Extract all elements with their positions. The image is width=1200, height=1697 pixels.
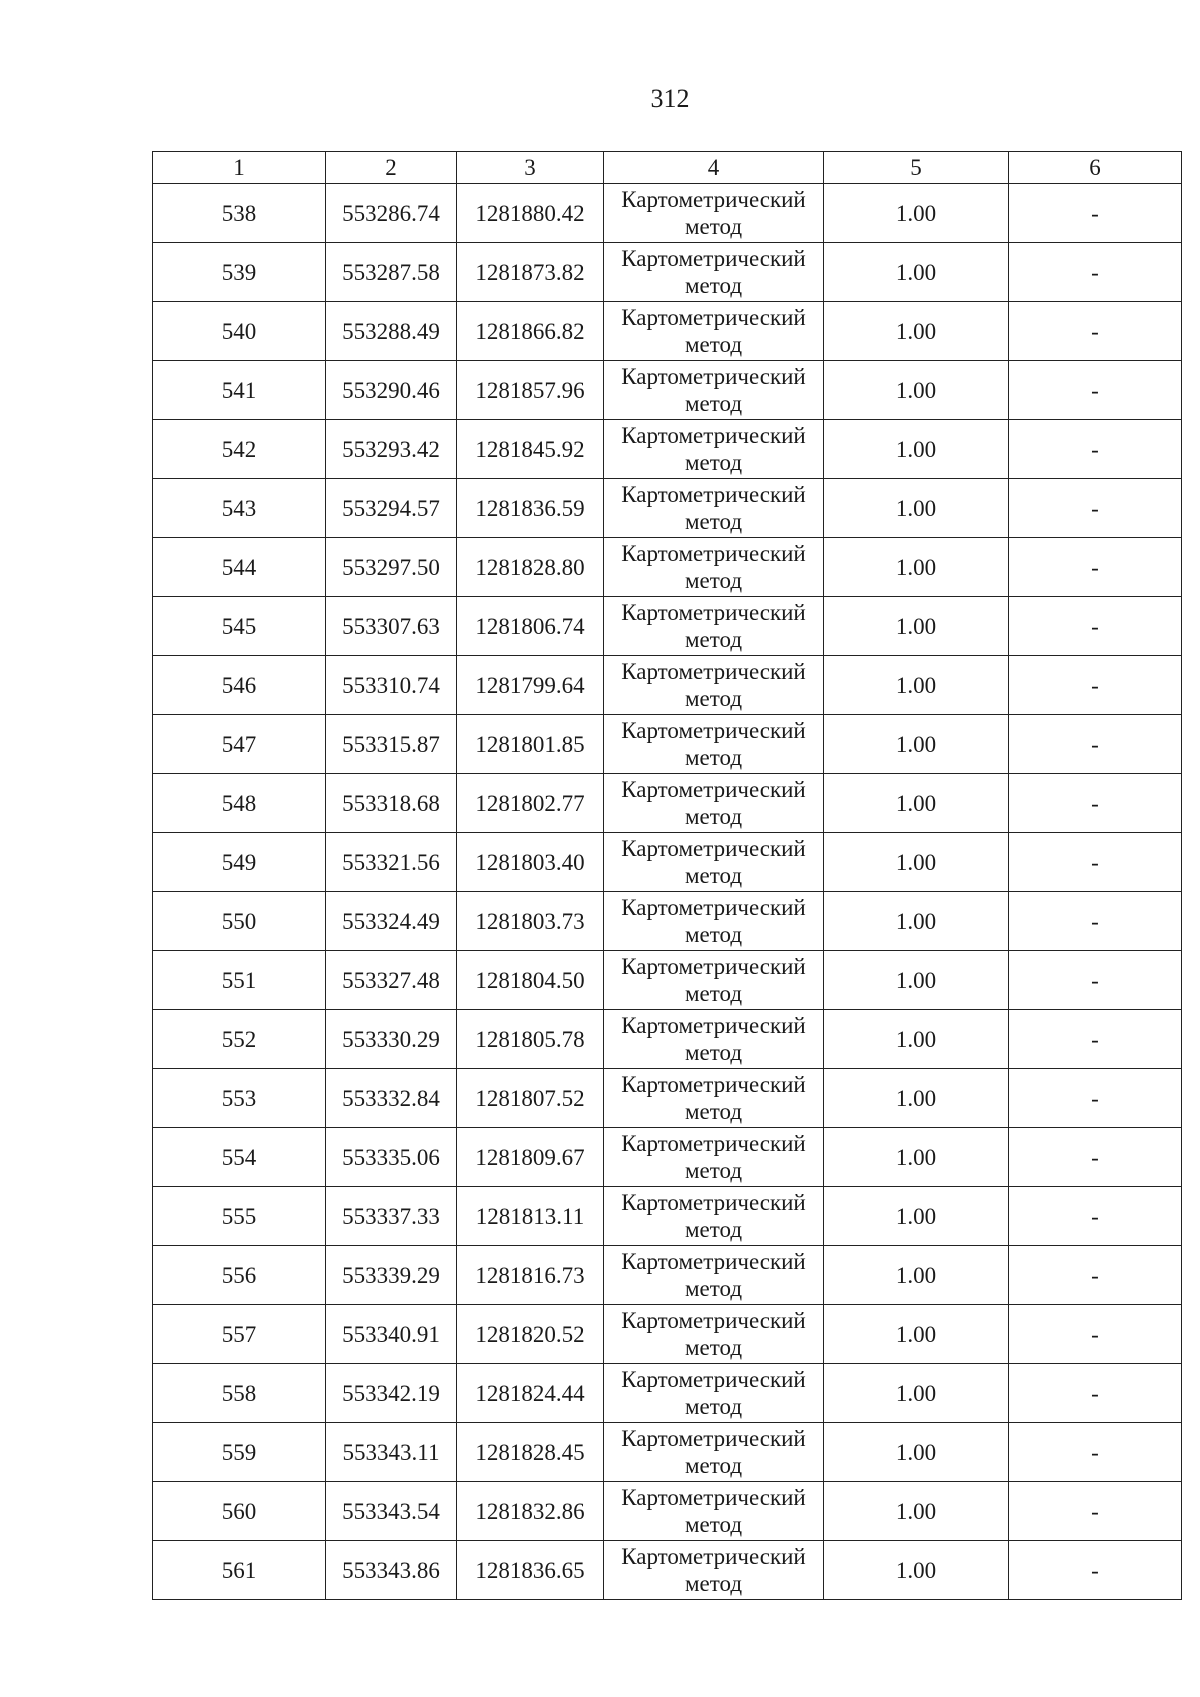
header-cell-5: 5 [824,152,1009,184]
method-line-2: метод [684,627,743,652]
method-cell [604,1128,824,1187]
method-line-2: метод [684,1217,743,1242]
method-cell [604,243,824,302]
point-number-cell: 538 [153,184,326,243]
note-cell: - [1009,1423,1182,1482]
x-coordinate-cell: 553339.29 [326,1246,457,1305]
note-cell: - [1009,1482,1182,1541]
table-row [153,1482,1182,1541]
method-cell [604,951,824,1010]
note-cell: - [1009,833,1182,892]
point-number-cell: 555 [153,1187,326,1246]
header-cell-3: 3 [457,152,604,184]
method-line-1: Картометрический [621,1485,806,1510]
method-cell [604,361,824,420]
accuracy-cell: 1.00 [824,1423,1009,1482]
x-coordinate-cell: 553297.50 [326,538,457,597]
y-coordinate-cell: 1281813.11 [457,1187,604,1246]
method-line-2: метод [684,1099,743,1124]
method-cell [604,1069,824,1128]
y-coordinate-cell: 1281832.86 [457,1482,604,1541]
coordinates-table [152,151,1182,1600]
method-line-1: Картометрический [621,1426,806,1451]
table-row [153,656,1182,715]
x-coordinate-cell: 553324.49 [326,892,457,951]
x-coordinate-cell: 553332.84 [326,1069,457,1128]
x-coordinate-cell: 553293.42 [326,420,457,479]
method-line-1: Картометрический [621,187,806,212]
accuracy-cell: 1.00 [824,833,1009,892]
point-number-cell: 556 [153,1246,326,1305]
table-row [153,1305,1182,1364]
method-line-1: Картометрический [621,482,806,507]
table-row [153,1128,1182,1187]
y-coordinate-cell: 1281805.78 [457,1010,604,1069]
method-line-1: Картометрический [621,1367,806,1392]
method-line-2: метод [684,804,743,829]
header-cell-1: 1 [153,152,326,184]
x-coordinate-cell: 553294.57 [326,479,457,538]
y-coordinate-cell: 1281857.96 [457,361,604,420]
method-cell [604,1305,824,1364]
point-number-cell: 558 [153,1364,326,1423]
method-line-1: Картометрический [621,1013,806,1038]
x-coordinate-cell: 553343.11 [326,1423,457,1482]
method-line-1: Картометрический [621,246,806,271]
accuracy-cell: 1.00 [824,1246,1009,1305]
note-cell: - [1009,479,1182,538]
method-line-2: метод [684,450,743,475]
method-line-1: Картометрический [621,1072,806,1097]
accuracy-cell: 1.00 [824,656,1009,715]
accuracy-cell: 1.00 [824,774,1009,833]
point-number-cell: 546 [153,656,326,715]
x-coordinate-cell: 553330.29 [326,1010,457,1069]
x-coordinate-cell: 553310.74 [326,656,457,715]
point-number-cell: 557 [153,1305,326,1364]
table-body [153,184,1182,1600]
method-cell [604,892,824,951]
method-line-1: Картометрический [621,954,806,979]
table-row [153,302,1182,361]
note-cell: - [1009,1010,1182,1069]
note-cell: - [1009,1128,1182,1187]
y-coordinate-cell: 1281801.85 [457,715,604,774]
accuracy-cell: 1.00 [824,951,1009,1010]
note-cell: - [1009,892,1182,951]
table-row [153,1246,1182,1305]
table-row [153,243,1182,302]
method-line-1: Картометрический [621,659,806,684]
header-cell-4: 4 [604,152,824,184]
point-number-cell: 560 [153,1482,326,1541]
note-cell: - [1009,302,1182,361]
accuracy-cell: 1.00 [824,1305,1009,1364]
method-line-1: Картометрический [621,423,806,448]
accuracy-cell: 1.00 [824,1541,1009,1600]
y-coordinate-cell: 1281803.40 [457,833,604,892]
table-row [153,597,1182,656]
point-number-cell: 548 [153,774,326,833]
y-coordinate-cell: 1281845.92 [457,420,604,479]
note-cell: - [1009,1246,1182,1305]
x-coordinate-cell: 553307.63 [326,597,457,656]
note-cell: - [1009,1305,1182,1364]
method-cell [604,479,824,538]
point-number-cell: 542 [153,420,326,479]
point-number-cell: 554 [153,1128,326,1187]
accuracy-cell: 1.00 [824,892,1009,951]
method-line-1: Картометрический [621,895,806,920]
note-cell: - [1009,597,1182,656]
x-coordinate-cell: 553343.54 [326,1482,457,1541]
point-number-cell: 547 [153,715,326,774]
table-row [153,951,1182,1010]
y-coordinate-cell: 1281806.74 [457,597,604,656]
y-coordinate-cell: 1281828.80 [457,538,604,597]
table-row [153,1187,1182,1246]
table-row [153,1069,1182,1128]
method-cell [604,715,824,774]
method-line-1: Картометрический [621,718,806,743]
method-line-2: метод [684,273,743,298]
method-line-1: Картометрический [621,1544,806,1569]
note-cell: - [1009,1187,1182,1246]
accuracy-cell: 1.00 [824,302,1009,361]
method-cell [604,774,824,833]
method-cell [604,1010,824,1069]
x-coordinate-cell: 553327.48 [326,951,457,1010]
point-number-cell: 540 [153,302,326,361]
y-coordinate-cell: 1281880.42 [457,184,604,243]
accuracy-cell: 1.00 [824,1187,1009,1246]
point-number-cell: 553 [153,1069,326,1128]
y-coordinate-cell: 1281816.73 [457,1246,604,1305]
point-number-cell: 539 [153,243,326,302]
note-cell: - [1009,184,1182,243]
table-row [153,833,1182,892]
method-line-2: метод [684,332,743,357]
x-coordinate-cell: 553335.06 [326,1128,457,1187]
header-row [153,152,1182,184]
y-coordinate-cell: 1281804.50 [457,951,604,1010]
method-cell [604,1187,824,1246]
accuracy-cell: 1.00 [824,479,1009,538]
y-coordinate-cell: 1281824.44 [457,1364,604,1423]
method-line-2: метод [684,214,743,239]
method-line-2: метод [684,1158,743,1183]
accuracy-cell: 1.00 [824,715,1009,774]
method-cell [604,1541,824,1600]
method-line-1: Картометрический [621,1308,806,1333]
method-line-1: Картометрический [621,1249,806,1274]
note-cell: - [1009,1069,1182,1128]
method-line-2: метод [684,1394,743,1419]
table-row [153,1541,1182,1600]
note-cell: - [1009,361,1182,420]
accuracy-cell: 1.00 [824,1364,1009,1423]
method-line-1: Картометрический [621,541,806,566]
table-row [153,184,1182,243]
method-line-2: метод [684,1453,743,1478]
y-coordinate-cell: 1281807.52 [457,1069,604,1128]
method-line-1: Картометрический [621,600,806,625]
point-number-cell: 550 [153,892,326,951]
method-line-1: Картометрический [621,364,806,389]
accuracy-cell: 1.00 [824,1482,1009,1541]
page-number: 312 [650,84,690,113]
accuracy-cell: 1.00 [824,1128,1009,1187]
x-coordinate-cell: 553343.86 [326,1541,457,1600]
header-cell-6: 6 [1009,152,1182,184]
note-cell: - [1009,774,1182,833]
method-cell [604,1364,824,1423]
y-coordinate-cell: 1281836.65 [457,1541,604,1600]
accuracy-cell: 1.00 [824,1010,1009,1069]
y-coordinate-cell: 1281799.64 [457,656,604,715]
note-cell: - [1009,243,1182,302]
method-line-2: метод [684,509,743,534]
accuracy-cell: 1.00 [824,597,1009,656]
header-cell-2: 2 [326,152,457,184]
x-coordinate-cell: 553290.46 [326,361,457,420]
table-row [153,479,1182,538]
point-number-cell: 543 [153,479,326,538]
method-line-2: метод [684,981,743,1006]
method-line-2: метод [684,686,743,711]
table-row [153,774,1182,833]
table-row [153,420,1182,479]
y-coordinate-cell: 1281802.77 [457,774,604,833]
note-cell: - [1009,656,1182,715]
method-cell [604,420,824,479]
method-line-1: Картометрический [621,777,806,802]
method-line-2: метод [684,1571,743,1596]
accuracy-cell: 1.00 [824,361,1009,420]
accuracy-cell: 1.00 [824,243,1009,302]
x-coordinate-cell: 553337.33 [326,1187,457,1246]
y-coordinate-cell: 1281803.73 [457,892,604,951]
method-line-2: метод [684,1335,743,1360]
accuracy-cell: 1.00 [824,184,1009,243]
table-row [153,715,1182,774]
method-line-2: метод [684,863,743,888]
y-coordinate-cell: 1281873.82 [457,243,604,302]
method-cell [604,538,824,597]
point-number-cell: 541 [153,361,326,420]
x-coordinate-cell: 553287.58 [326,243,457,302]
accuracy-cell: 1.00 [824,1069,1009,1128]
note-cell: - [1009,715,1182,774]
note-cell: - [1009,951,1182,1010]
table-row [153,1423,1182,1482]
method-cell [604,1482,824,1541]
point-number-cell: 549 [153,833,326,892]
method-line-2: метод [684,568,743,593]
y-coordinate-cell: 1281809.67 [457,1128,604,1187]
x-coordinate-cell: 553315.87 [326,715,457,774]
method-line-1: Картометрический [621,1131,806,1156]
accuracy-cell: 1.00 [824,538,1009,597]
point-number-cell: 545 [153,597,326,656]
table-row [153,538,1182,597]
note-cell: - [1009,1364,1182,1423]
table-row [153,361,1182,420]
table-row [153,892,1182,951]
y-coordinate-cell: 1281828.45 [457,1423,604,1482]
method-line-2: метод [684,745,743,770]
method-cell [604,1246,824,1305]
method-cell [604,302,824,361]
accuracy-cell: 1.00 [824,420,1009,479]
x-coordinate-cell: 553342.19 [326,1364,457,1423]
table-row [153,1364,1182,1423]
point-number-cell: 559 [153,1423,326,1482]
method-cell [604,656,824,715]
point-number-cell: 544 [153,538,326,597]
x-coordinate-cell: 553288.49 [326,302,457,361]
method-line-1: Картометрический [621,1190,806,1215]
y-coordinate-cell: 1281820.52 [457,1305,604,1364]
note-cell: - [1009,420,1182,479]
note-cell: - [1009,538,1182,597]
method-line-2: метод [684,922,743,947]
method-line-2: метод [684,391,743,416]
method-line-1: Картометрический [621,836,806,861]
y-coordinate-cell: 1281836.59 [457,479,604,538]
point-number-cell: 561 [153,1541,326,1600]
method-cell [604,597,824,656]
method-line-1: Картометрический [621,305,806,330]
method-line-2: метод [684,1040,743,1065]
x-coordinate-cell: 553340.91 [326,1305,457,1364]
point-number-cell: 551 [153,951,326,1010]
x-coordinate-cell: 553321.56 [326,833,457,892]
x-coordinate-cell: 553318.68 [326,774,457,833]
method-cell [604,1423,824,1482]
note-cell: - [1009,1541,1182,1600]
x-coordinate-cell: 553286.74 [326,184,457,243]
method-cell [604,184,824,243]
method-cell [604,833,824,892]
point-number-cell: 552 [153,1010,326,1069]
method-line-2: метод [684,1512,743,1537]
y-coordinate-cell: 1281866.82 [457,302,604,361]
method-line-2: метод [684,1276,743,1301]
table-row [153,1010,1182,1069]
